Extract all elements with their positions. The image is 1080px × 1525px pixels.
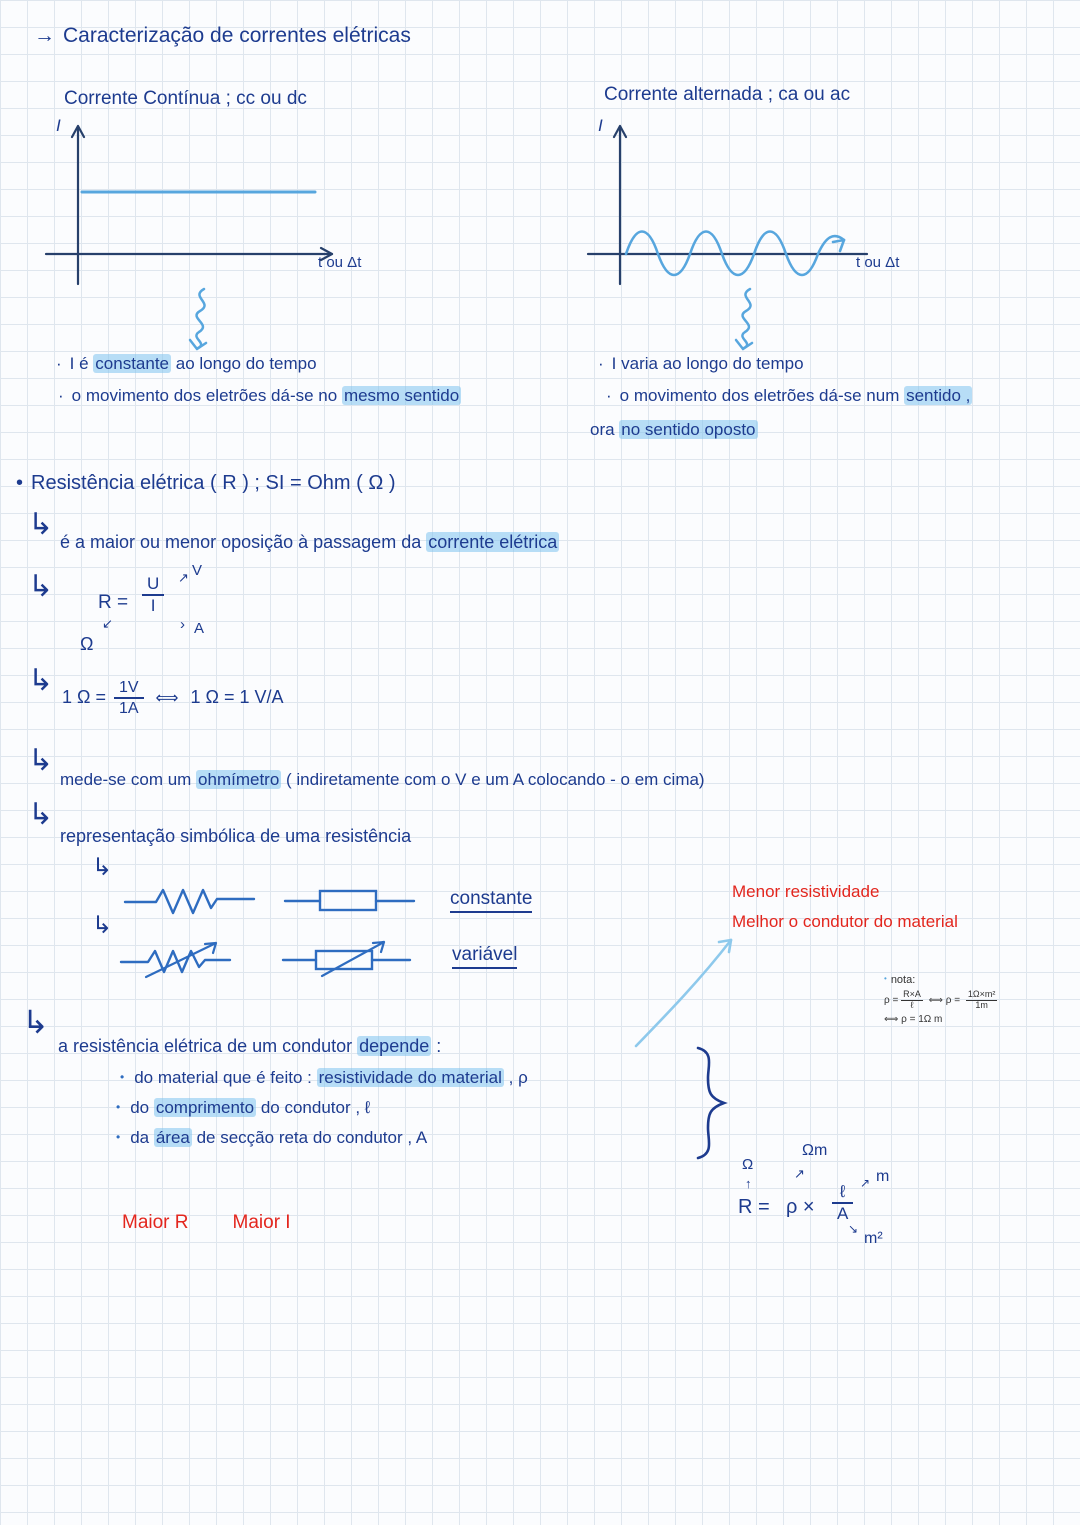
depends-item-3 xyxy=(116,1128,427,1148)
angle-right-icon: › xyxy=(180,616,185,633)
nota-f2-num: 1Ω×m² xyxy=(967,989,996,999)
ohm-unit-definition xyxy=(62,678,284,718)
resistance-definition xyxy=(60,532,559,553)
depends-item-3-text: da xyxy=(130,1128,154,1147)
measurement-text-end: ( indiretamente com o V e um A colocando - o em cima) xyxy=(281,770,705,789)
dc-heading: Corrente Contínua ; cc ou dc xyxy=(64,88,307,109)
formula-rho: ρ × xyxy=(786,1196,815,1218)
ac-bullet-3-text: ora xyxy=(590,420,620,439)
red-note-line1: Menor resistividade xyxy=(732,882,880,901)
resistance-section-title: Resistência elétrica ( R ) ; SI = Ohm ( Ω ) xyxy=(31,472,396,494)
formula-fraction xyxy=(142,574,164,617)
dc-bullet-2 xyxy=(58,386,461,406)
page-title: Caracterização de correntes elétricas xyxy=(63,24,411,47)
dc-bullet-2-highlight: mesmo sentido xyxy=(343,386,460,405)
dc-bullet-1-text-end: ao longo do tempo xyxy=(171,354,317,373)
arrow-sw-icon: ↙ xyxy=(102,616,113,631)
resistance-section-heading xyxy=(16,472,396,495)
ac-x-axis-label: t ou Δt xyxy=(856,254,900,271)
depends-item-1 xyxy=(120,1068,528,1088)
dc-graph xyxy=(40,112,380,292)
branch-arrow-icon: ↳ xyxy=(28,508,54,541)
resistivity-formula xyxy=(736,1140,916,1255)
length-symbol: ℓ xyxy=(832,1182,853,1204)
ohm-unit-lead: 1 Ω = xyxy=(62,686,106,707)
dc-bullet-2-text: o movimento dos eletrões dá-se no xyxy=(71,386,342,405)
nota-formula-line xyxy=(884,990,1074,1011)
depends-item-1-end: , ρ xyxy=(503,1068,528,1087)
variable-resistor-zigzag-symbol xyxy=(118,934,258,980)
ac-bullet-2-text: o movimento dos eletrões dá-se num xyxy=(619,386,905,405)
depends-item-2 xyxy=(116,1098,370,1118)
ohm-meter-unit: Ωm xyxy=(802,1142,828,1159)
nota-f1-num: R×A xyxy=(903,989,921,999)
bullet-icon: • xyxy=(120,1070,125,1084)
formula-fraction xyxy=(832,1182,853,1225)
depends-intro xyxy=(58,1036,441,1057)
branch-arrow-icon: ↳ xyxy=(28,798,54,831)
branch-arrow-icon: ↳ xyxy=(92,912,113,939)
nota-f2-den: 1m xyxy=(975,999,988,1010)
ohm-unit-numerator: 1V xyxy=(114,678,144,699)
pointer-arrow-icon xyxy=(628,928,743,1053)
conclusion-line xyxy=(122,1212,291,1234)
ac-bullet-2-highlight: sentido , xyxy=(906,386,971,405)
branch-arrow-icon: ↳ xyxy=(28,664,54,697)
bullet-icon: • xyxy=(884,974,887,983)
area-symbol: A xyxy=(837,1204,849,1224)
nota-f1-lead: ρ = xyxy=(884,995,899,1007)
ac-heading: Corrente alternada ; ca ou ac xyxy=(604,84,851,105)
formula-lhs: R = xyxy=(738,1196,770,1218)
symbolic-title: representação simbólica de uma resistência xyxy=(60,826,412,846)
resistor-zigzag-symbol xyxy=(122,884,257,916)
meter-unit: m xyxy=(876,1168,890,1185)
variable-label: variável xyxy=(452,944,517,969)
brace-icon xyxy=(690,1044,732,1162)
dc-squiggle-arrow-icon xyxy=(182,286,222,360)
resistance-definition-text: é a maior ou menor oposição à passagem da xyxy=(60,532,427,552)
measurement-text: mede-se com um xyxy=(60,770,197,789)
depends-item-3-end: de secção reta do condutor , A xyxy=(191,1128,428,1147)
square-meter-unit: m² xyxy=(864,1230,883,1247)
variable-resistor-box-symbol xyxy=(280,934,425,980)
depends-item-2-highlight: comprimento xyxy=(155,1098,255,1117)
arrow-ne-icon: ↗ xyxy=(178,570,189,585)
iff-icon: ⟺ xyxy=(155,689,179,707)
formula-denominator: I xyxy=(150,596,156,616)
ac-y-axis-label: I xyxy=(598,116,603,135)
volt-unit: V xyxy=(192,562,203,579)
ohm-unit-rest: 1 Ω = 1 V/A xyxy=(190,686,284,707)
right-arrow-icon: → xyxy=(34,24,55,47)
ohm-unit: Ω xyxy=(80,634,94,654)
dot-icon: · xyxy=(606,386,612,405)
nota-header xyxy=(884,970,1074,988)
ac-bullet-2 xyxy=(606,386,972,406)
depends-intro-end: : xyxy=(431,1036,442,1056)
bullet-icon: • xyxy=(116,1130,121,1144)
nota-result-line: ⟺ ρ = 1Ω m xyxy=(884,1013,943,1025)
formula-lhs: R = xyxy=(98,592,129,613)
ohm-unit: Ω xyxy=(742,1156,754,1173)
dc-bullet-1-highlight: constante xyxy=(95,354,170,373)
dc-bullet-1 xyxy=(56,354,317,374)
depends-item-1-text: do material que é feito : xyxy=(134,1068,317,1087)
dc-bullet-1-text: I é xyxy=(69,354,94,373)
nota-f1-den: ℓ xyxy=(910,999,914,1010)
ac-bullet-3 xyxy=(590,420,758,440)
dot-icon: · xyxy=(56,354,62,373)
branch-arrow-icon: ↳ xyxy=(28,744,54,777)
resistor-box-symbol xyxy=(282,884,417,916)
conclusion-part1: Maior R xyxy=(122,1212,189,1233)
ampere-unit: A xyxy=(194,620,205,637)
depends-item-2-end: do condutor , ℓ xyxy=(256,1098,371,1117)
red-note-line2: Melhor o condutor do material xyxy=(732,912,958,931)
dot-icon: · xyxy=(598,354,604,373)
ohms-law-formula xyxy=(78,560,298,660)
depends-intro-highlight: depende xyxy=(359,1036,430,1056)
branch-arrow-icon: ↳ xyxy=(22,1004,49,1040)
measurement-note xyxy=(60,770,705,790)
ac-bullet-3-highlight: no sentido oposto xyxy=(621,420,756,439)
resistance-definition-highlight: corrente elétrica xyxy=(428,532,558,552)
nota-label: nota: xyxy=(890,974,916,986)
constant-label: constante xyxy=(450,888,532,913)
depends-intro-text: a resistência elétrica de um condutor xyxy=(58,1036,358,1056)
depends-item-2-text: do xyxy=(130,1098,154,1117)
arrow-ne-icon: ↗ xyxy=(794,1166,805,1181)
ac-squiggle-arrow-icon xyxy=(728,286,768,360)
branch-arrow-icon: ↳ xyxy=(92,854,113,881)
ac-bullet-1-text: I varia ao longo do tempo xyxy=(611,354,804,373)
conclusion-part2: Maior I xyxy=(232,1212,291,1233)
depends-item-3-highlight: área xyxy=(155,1128,190,1147)
measurement-highlight: ohmímetro xyxy=(198,770,280,789)
formula-numerator: U xyxy=(142,574,164,596)
ohm-unit-denominator: 1A xyxy=(118,700,139,718)
dc-x-axis-label: t ou Δt xyxy=(318,254,362,271)
ac-bullet-1 xyxy=(598,354,804,374)
bullet-icon: • xyxy=(116,1100,121,1114)
dot-icon: · xyxy=(58,386,64,405)
title-row xyxy=(34,24,411,48)
arrow-se-icon: ↘ xyxy=(848,1222,859,1236)
arrow-up-icon: ↑ xyxy=(745,1176,752,1191)
arrow-ne-icon: ↗ xyxy=(860,1176,871,1190)
ac-graph xyxy=(582,112,922,292)
bullet-icon: • xyxy=(16,472,24,494)
dc-y-axis-label: I xyxy=(56,116,61,135)
depends-item-1-highlight: resistividade do material xyxy=(318,1068,502,1087)
nota-f2-lead: ⟺ ρ = xyxy=(928,995,961,1007)
nota-block xyxy=(884,970,1074,1025)
branch-arrow-icon: ↳ xyxy=(28,570,54,603)
